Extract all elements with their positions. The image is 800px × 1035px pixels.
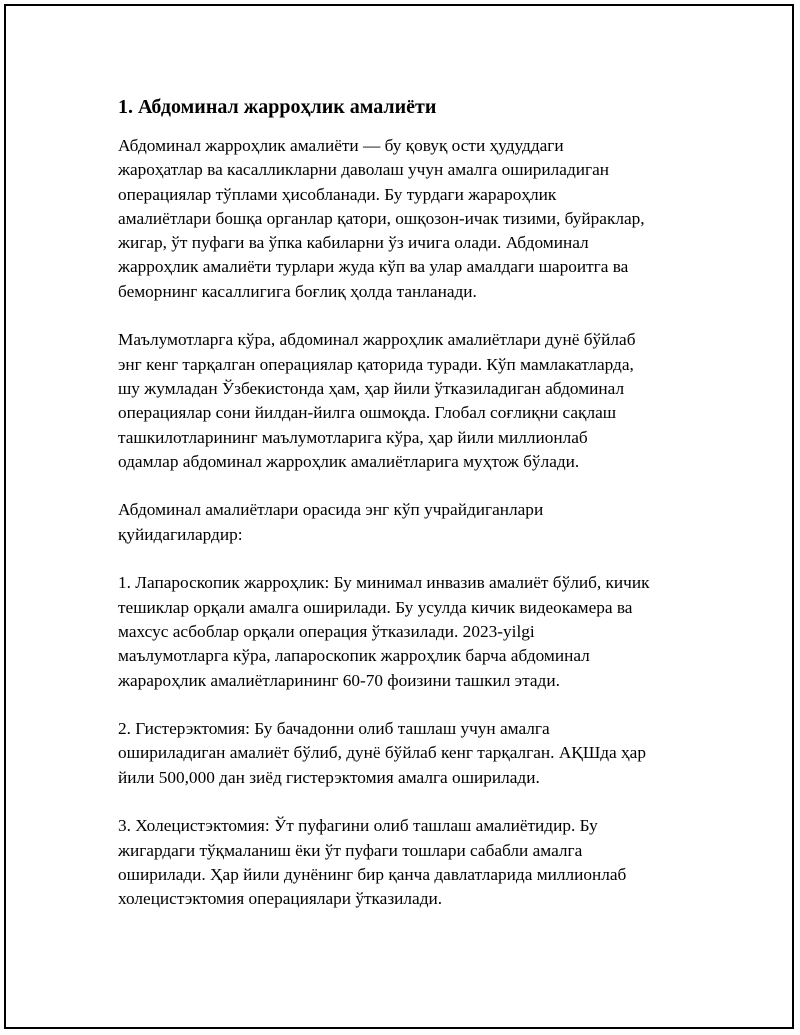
text-line: амалиётлари бошқа органлар қатори, ошқозон-ичак тизими, буйраклар, (118, 208, 645, 228)
text-line: тешиклар орқали амалга оширилади. Бу усулда кичик видеокамера ва (118, 597, 633, 617)
text-line: жигардаги тўқмаланиш ёки ўт пуфаги тошлари сабабли амалга (118, 840, 583, 860)
paragraph-intro (118, 134, 708, 304)
text-line: Маълумотларга кўра, абдоминал жарроҳлик амалиётлари дунё бўйлаб (118, 330, 636, 350)
text-line: оширилади. Ҳар йили дунёнинг бир қанча давлатларида миллионлаб (118, 864, 627, 884)
text-line: жарроҳлик амалиёти турлари жуда кўп ва улар амалдаги шароитга ва (118, 257, 629, 277)
document-body (118, 94, 708, 936)
text-line: холецистэктомия операциялари ўтказилади. (118, 889, 443, 909)
paragraph-list-intro (118, 498, 708, 547)
text-line: Абдоминал жарроҳлик амалиёти — бу қовуқ ости ҳудуддаги (118, 136, 564, 155)
list-item-cholecystectomy (118, 814, 708, 911)
text-line: энг кенг тарқалган операциялар қаторида туради. Кўп мамлакатларда, (118, 354, 634, 374)
text-line: Абдоминал амалиётлари орасида энг кўп учрайдиганлари (118, 500, 544, 520)
text-line: операциялар тўплами ҳисобланади. Бу турдаги жарароҳлик (118, 184, 557, 204)
text-line: ошириладиган амалиёт бўлиб, дунё бўйлаб кенг тарқалган. АҚШда ҳар (118, 743, 646, 763)
text-line: одамлар абдоминал жарроҳлик амалиётларига муҳтож бўлади. (118, 451, 580, 471)
text-line: жарароҳлик амалиётларининг 60-70 фоизини ташкил этади. (118, 670, 560, 690)
text-line: маълумотларга кўра, лапароскопик жарроҳлик барча абдоминал (118, 646, 590, 666)
text-line: жароҳатлар ва касалликларни даволаш учун амалга ошириладиган (118, 160, 610, 180)
text-line: махсус асбоблар орқали операция ўтказилади. 2023-yilgi (118, 621, 535, 641)
text-line: 2. Гистерэктомия: Бу бачадонни олиб ташлаш учун амалга (118, 719, 550, 739)
text-line: шу жумладан Ўзбекистонда ҳам, ҳар йили ўтказиладиган абдоминал (118, 378, 625, 398)
text-line: операциялар сони йилдан-йилга ошмоқда. Глобал соғлиқни сақлаш (118, 403, 617, 423)
text-line: йили 500,000 дан зиёд гистерэктомия амалга оширилади. (118, 767, 540, 787)
section-heading: 1. Абдоминал жарроҳлик амалиёти (118, 96, 437, 118)
text-line: ташкилотларининг маълумотларига кўра, ҳар йили миллионлаб (118, 427, 588, 447)
text-line: 3. Холецистэктомия: Ўт пуфагини олиб ташлаш амалиётидир. Бу (118, 816, 598, 836)
paragraph-statistics (118, 328, 708, 474)
list-item-laparoscopy (118, 571, 708, 692)
text-line: жигар, ўт пуфаги ва ўпка кабиларни ўз ичига олади. Абдоминал (118, 233, 589, 253)
list-item-hysterectomy (118, 717, 708, 790)
text-line: қуйидагилардир: (118, 524, 243, 544)
text-line: 1. Лапароскопик жарроҳлик: Бу минимал инвазив амалиёт бўлиб, кичик (118, 573, 650, 593)
text-line: беморнинг касаллигига боғлиқ ҳолда танланади. (118, 281, 477, 301)
